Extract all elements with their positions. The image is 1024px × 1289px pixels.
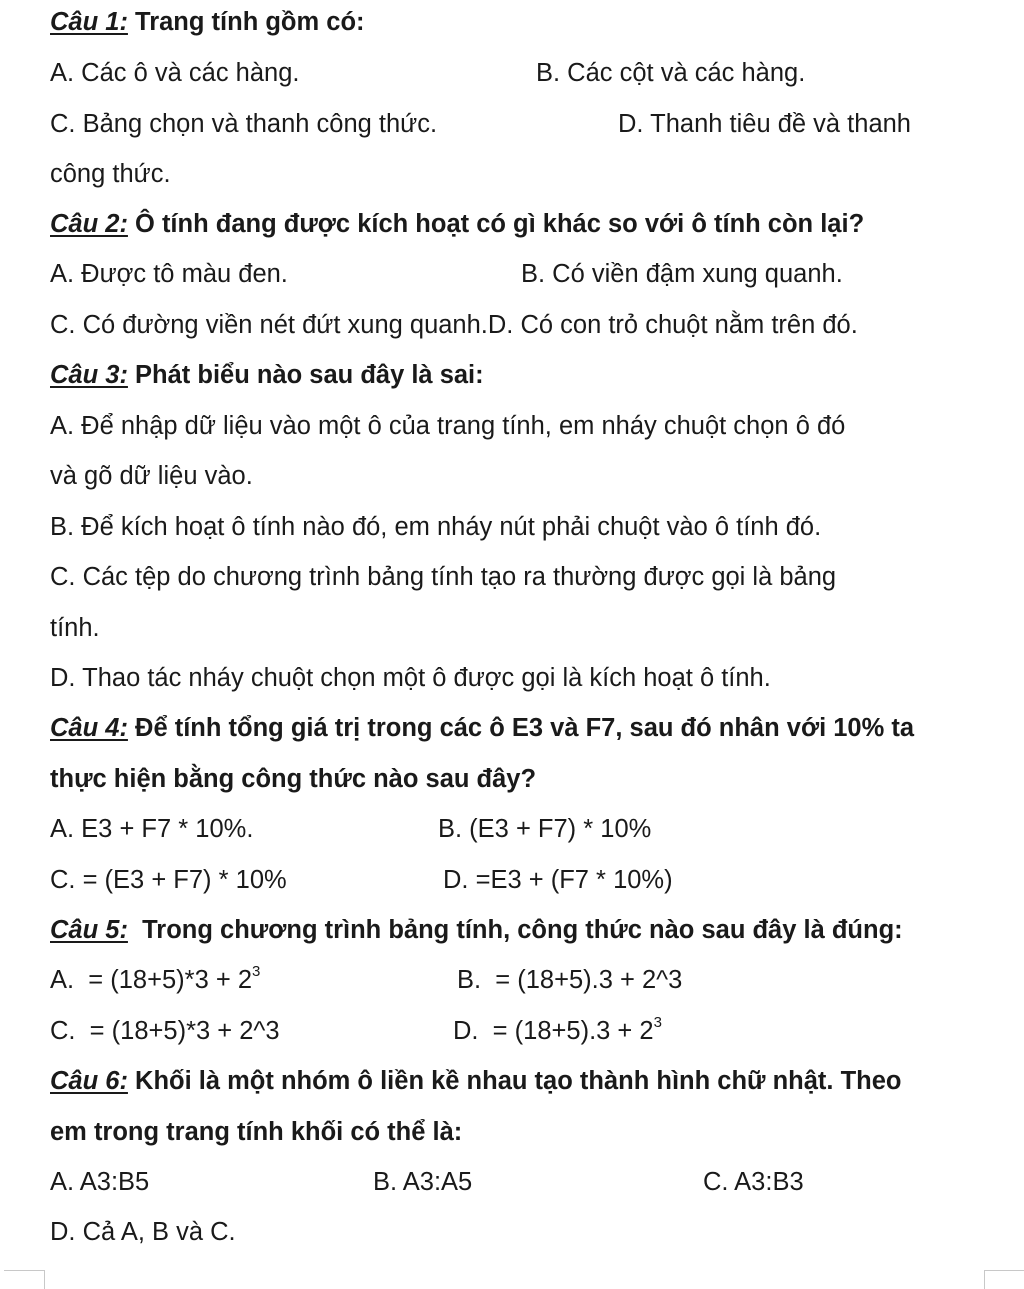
page-corner-mark-right: [984, 1270, 1024, 1289]
q2-option-c-d: C. Có đường viền nét đứt xung quanh.D. Có con trỏ chuột nằm trên đó.: [50, 311, 858, 339]
question-5-text: Trong chương trình bảng tính, công thức nào sau đây là đúng:: [127, 916, 903, 944]
q3-option-d: D. Thao tác nháy chuột chọn một ô được gọi là kích hoạt ô tính.: [50, 664, 771, 692]
q5-option-b: B. = (18+5).3 + 2^3: [457, 966, 683, 994]
question-6-text: Khối là một nhóm ô liền kề nhau tạo thành hình chữ nhật. Theo: [127, 1067, 902, 1095]
question-5: [50, 913, 903, 947]
question-6-label: Câu 6:: [50, 1067, 128, 1095]
question-6-text-continued: em trong trang tính khối có thể là:: [50, 1118, 463, 1146]
q1-option-b: B. Các cột và các hàng.: [536, 59, 806, 87]
question-3: [50, 358, 484, 392]
question-1-label: Câu 1:: [50, 8, 128, 36]
question-3-text: Phát biểu nào sau đây là sai:: [127, 361, 484, 389]
q4-option-c: C. = (E3 + F7) * 10%: [50, 866, 287, 894]
q6-option-c: C. A3:B3: [703, 1168, 804, 1196]
q5-option-c: C. = (18+5)*3 + 2^3: [50, 1017, 280, 1045]
q1-option-a: A. Các ô và các hàng.: [50, 59, 300, 87]
question-5-label: Câu 5:: [50, 916, 128, 944]
question-2: [50, 207, 864, 241]
q5-option-a-exponent: 3: [252, 963, 261, 980]
q4-option-b: B. (E3 + F7) * 10%: [438, 815, 652, 843]
q3-option-b: B. Để kích hoạt ô tính nào đó, em nháy nút phải chuột vào ô tính đó.: [50, 513, 822, 541]
q3-option-c: C. Các tệp do chương trình bảng tính tạo ra thường được gọi là bảng: [50, 563, 837, 591]
q5-option-d-exponent: 3: [653, 1014, 662, 1031]
q1-option-d-continued: công thức.: [50, 160, 171, 188]
q5-option-d: [453, 1014, 662, 1048]
question-4-label: Câu 4:: [50, 714, 128, 742]
q5-option-a-text: A. = (18+5)*3 + 2: [50, 966, 253, 994]
q4-option-a: A. E3 + F7 * 10%.: [50, 815, 254, 843]
q6-option-d: D. Cả A, B và C.: [50, 1218, 236, 1246]
question-2-label: Câu 2:: [50, 210, 128, 238]
q5-option-d-text: D. = (18+5).3 + 2: [453, 1017, 654, 1045]
question-3-label: Câu 3:: [50, 361, 128, 389]
question-4: [50, 711, 914, 745]
question-4-text: Để tính tổng giá trị trong các ô E3 và F7, sau đó nhân với 10% ta: [127, 714, 915, 742]
question-6: [50, 1064, 901, 1098]
question-4-text-continued: thực hiện bằng công thức nào sau đây?: [50, 765, 537, 793]
question-1-text: Trang tính gồm có:: [127, 8, 365, 36]
q3-option-a: A. Để nhập dữ liệu vào một ô của trang tính, em nháy chuột chọn ô đó: [50, 412, 846, 440]
q2-option-b: B. Có viền đậm xung quanh.: [521, 260, 843, 288]
q3-option-a-continued: và gõ dữ liệu vào.: [50, 462, 253, 490]
q1-option-d: D. Thanh tiêu đề và thanh: [618, 110, 911, 138]
question-1: [50, 5, 365, 39]
q6-option-b: B. A3:A5: [373, 1168, 473, 1196]
page-corner-mark-left: [4, 1270, 45, 1289]
q2-option-a: A. Được tô màu đen.: [50, 260, 288, 288]
q3-option-c-continued: tính.: [50, 614, 100, 642]
question-2-text: Ô tính đang được kích hoạt có gì khác so với ô tính còn lại?: [127, 210, 865, 238]
q5-option-a: [50, 963, 260, 997]
q1-option-c: C. Bảng chọn và thanh công thức.: [50, 110, 438, 138]
q6-option-a: A. A3:B5: [50, 1168, 150, 1196]
q4-option-d: D. =E3 + (F7 * 10%): [443, 866, 673, 894]
